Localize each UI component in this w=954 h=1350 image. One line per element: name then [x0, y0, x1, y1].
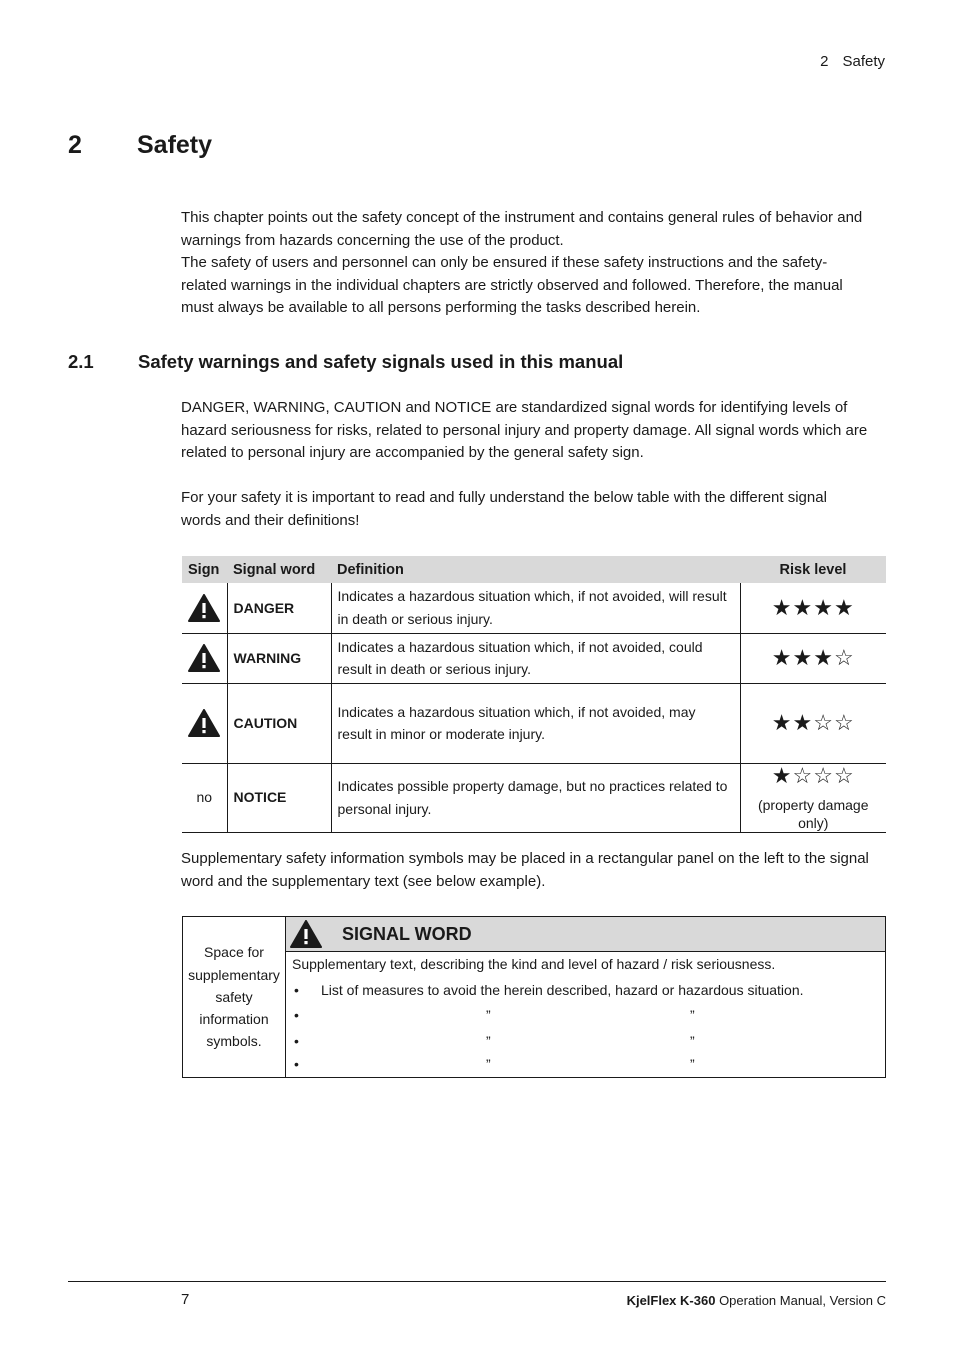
- section-paragraph-1: DANGER, WARNING, CAUTION and NOTICE are standardized signal words for identifying levels of hazard seriousness for risks, related to personal injury and property damage. All signal words which are related to personal injury are accompanied by the general safety sign.: [181, 399, 868, 461]
- table-row: [182, 633, 886, 683]
- running-header: [820, 53, 885, 70]
- bullet: •: [294, 1007, 299, 1023]
- intro-text-2: The safety of users and personnel can only be ensured if these safety instructions and the safety-related warnings in the individual chapters are strictly observed and followed. Therefore, the manual must always be available to all persons performing the tasks described herein.: [181, 254, 843, 316]
- footer-divider: [68, 1281, 886, 1282]
- warning-triangle-icon: [188, 644, 220, 672]
- definition-danger: Indicates a hazardous situation which, if not avoided, will result in death or serious injury.: [331, 583, 740, 633]
- table-row: [182, 763, 886, 832]
- table-header-row: [182, 556, 886, 583]
- list-item: [292, 1003, 879, 1029]
- page-number: 7: [181, 1291, 190, 1308]
- section-paragraph-2: For your safety it is important to read and fully understand the below table with the different signal words and their definitions!: [181, 489, 827, 529]
- sign-cell: [182, 683, 227, 763]
- risk-level-danger: [740, 583, 886, 633]
- list-item: [292, 1029, 879, 1053]
- document-title: Operation Manual, Version C: [719, 1293, 886, 1308]
- risk-stars: ★★★☆: [771, 645, 855, 670]
- signal-word-table: [182, 556, 886, 833]
- header-sign: Sign: [182, 556, 227, 583]
- signal-word: SIGNAL WORD: [342, 924, 472, 944]
- header-signal-word: Signal word: [227, 556, 331, 583]
- ditto-mark: ”: [690, 1032, 695, 1049]
- chapter-number: 2: [68, 131, 82, 159]
- warning-triangle-icon: [290, 920, 322, 948]
- ditto-mark: ”: [690, 1055, 695, 1072]
- risk-stars: ★★★★: [771, 594, 855, 620]
- list-item: [292, 978, 879, 1004]
- signal-word-warning: WARNING: [227, 633, 331, 683]
- description-line: Supplementary text, describing the kind and level of hazard / risk seriousness.: [292, 956, 776, 972]
- example-warning-panel: [182, 916, 886, 1078]
- ditto-mark: ”: [486, 1032, 491, 1049]
- ditto-mark: ”: [690, 1007, 695, 1023]
- warning-triangle-icon: [188, 594, 220, 622]
- symbol-space-text: Space for supplementary safety information symbols.: [188, 944, 280, 1050]
- signal-word-danger: DANGER: [227, 583, 331, 633]
- supplementary-text-area: [286, 952, 885, 1077]
- warning-triangle-icon: [188, 709, 220, 737]
- intro-text-1: This chapter points out the safety concept of the instrument and contains general rules of behavior and warnings from hazards concerning the use of the product.: [181, 209, 863, 249]
- signal-word-notice: NOTICE: [227, 763, 331, 832]
- chapter-title: Safety: [137, 131, 213, 159]
- signal-word-caution: CAUTION: [227, 683, 331, 763]
- table-row: [182, 683, 886, 763]
- risk-level-notice: [740, 763, 886, 832]
- sign-cell: [182, 633, 227, 683]
- measure-text: List of measures to avoid the herein described, hazard or hazardous situation.: [321, 981, 804, 998]
- section-title: Safety warnings and safety signals used in this manual: [138, 351, 624, 372]
- section-number: 2.1: [68, 351, 94, 372]
- supplementary-paragraph: Supplementary safety information symbols may be placed in a rectangular panel on the left to the signal word and the supplementary text (see below example).: [181, 850, 869, 890]
- header-definition: Definition: [331, 556, 740, 583]
- sign-cell: [182, 583, 227, 633]
- definition-caution: Indicates a hazardous situation which, if not avoided, may result in minor or moderate injury.: [331, 683, 740, 763]
- running-header-title: Safety: [842, 53, 885, 70]
- risk-stars: ★☆☆☆: [771, 762, 855, 788]
- intro-paragraph: [181, 207, 871, 320]
- running-header-number: 2: [820, 53, 829, 70]
- product-name: KjelFlex K-360: [626, 1293, 716, 1308]
- list-item: [292, 1053, 879, 1077]
- section-heading: [68, 351, 623, 373]
- risk-stars: ★★☆☆: [771, 710, 855, 735]
- footer-document-title: [627, 1293, 886, 1308]
- definition-warning: Indicates a hazardous situation which, if not avoided, could result in death or serious injury.: [331, 633, 740, 683]
- header-risk-level: Risk level: [740, 556, 886, 583]
- risk-level-warning: [740, 633, 886, 683]
- bullet: •: [294, 1055, 299, 1072]
- ditto-mark: ”: [486, 1007, 491, 1023]
- table-row: [182, 583, 886, 633]
- symbol-space: [183, 917, 286, 1077]
- definition-notice: Indicates possible property damage, but no practices related to personal injury.: [331, 763, 740, 832]
- chapter-heading: [68, 131, 212, 160]
- sign-cell: no: [182, 763, 227, 832]
- risk-level-caution: [740, 683, 886, 763]
- bullet: •: [294, 981, 299, 998]
- ditto-mark: ”: [486, 1055, 491, 1072]
- signal-word-bar: [286, 917, 885, 952]
- risk-note: (property damage only): [757, 796, 869, 831]
- bullet: •: [294, 1032, 299, 1049]
